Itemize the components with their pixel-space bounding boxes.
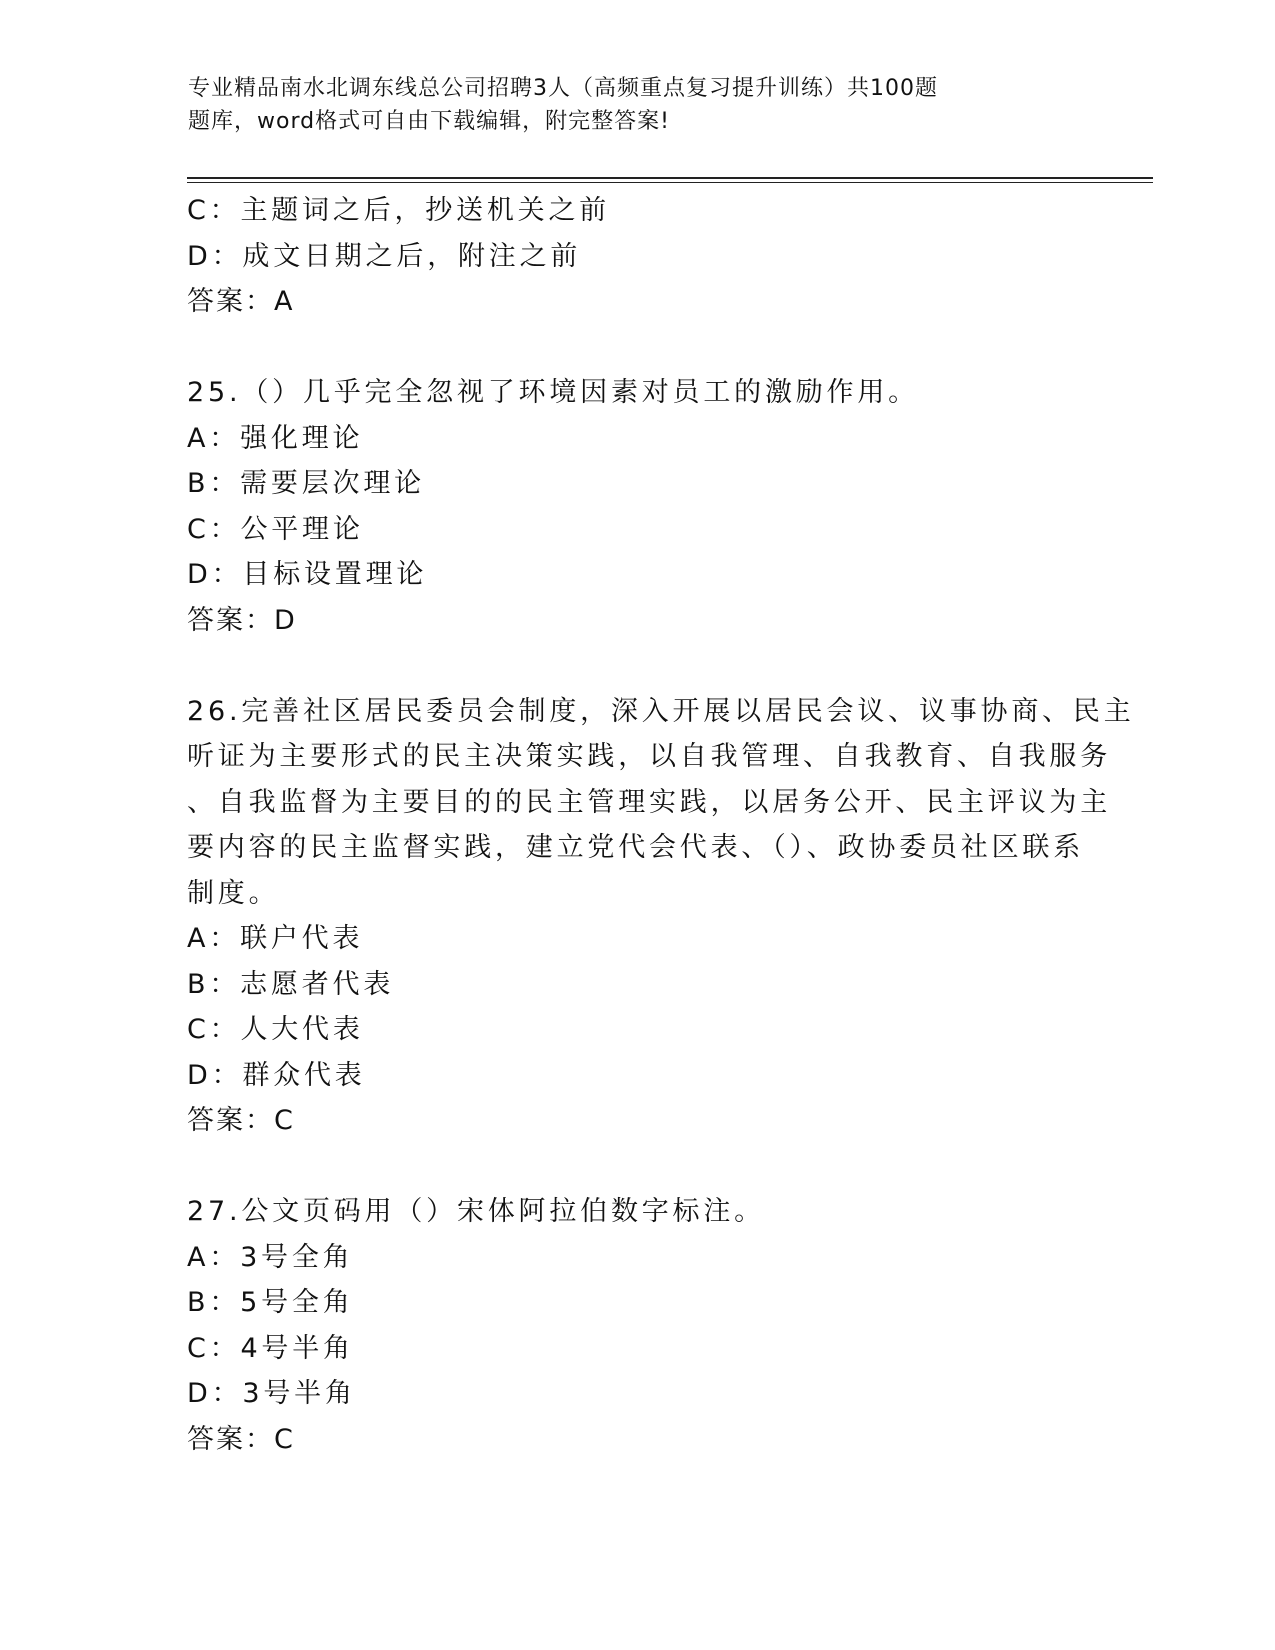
document-header bbox=[188, 72, 1038, 138]
option-a: A：3号全角 bbox=[187, 1241, 354, 1273]
header-divider-thin bbox=[187, 182, 1153, 183]
option-b: B：需要层次理论 bbox=[187, 468, 425, 499]
question-stem-line-1: 26.完善社区居民委员会制度，深入开展以居民会议、议事协商、民主 bbox=[187, 695, 1135, 727]
question-list bbox=[187, 188, 1135, 1462]
option-c: C：主题词之后，抄送机关之前 bbox=[187, 195, 611, 226]
option-d: D：成文日期之后，附注之前 bbox=[187, 240, 582, 272]
spacer bbox=[187, 325, 1087, 371]
option-c: C：4号半角 bbox=[187, 1332, 354, 1364]
option-c: C：公平理论 bbox=[187, 513, 364, 545]
question-stem: 27.公文页码用（）宋体阿拉伯数字标注。 bbox=[187, 1196, 765, 1227]
header-title-line-1: 专业精品南水北调东线总公司招聘3人（高频重点复习提升训练）共100题 bbox=[188, 76, 938, 101]
question-26 bbox=[187, 689, 1135, 1144]
header-title-line-2: 题库，word格式可自由下载编辑，附完整答案! bbox=[188, 109, 670, 134]
question-24-continued bbox=[187, 188, 1087, 325]
question-stem-line-4: 要内容的民主监督实践，建立党代会代表、（）、政协委员社区联系 bbox=[187, 832, 1084, 863]
option-c: C：人大代表 bbox=[187, 1014, 364, 1045]
option-b: B：5号全角 bbox=[187, 1287, 354, 1318]
question-27 bbox=[187, 1189, 1087, 1462]
spacer bbox=[187, 1144, 1087, 1190]
answer-line: 答案：C bbox=[187, 1423, 295, 1455]
option-a: A：联户代表 bbox=[187, 923, 364, 954]
question-25 bbox=[187, 370, 1087, 643]
answer-line: 答案：A bbox=[187, 286, 295, 317]
option-d: D：群众代表 bbox=[187, 1059, 366, 1091]
option-d: D：目标设置理论 bbox=[187, 559, 428, 590]
answer-line: 答案：D bbox=[187, 604, 297, 636]
option-d: D：3号半角 bbox=[187, 1378, 356, 1409]
question-stem-line-2: 听证为主要形式的民主决策实践，以自我管理、自我教育、自我服务 bbox=[187, 741, 1111, 772]
answer-line: 答案：C bbox=[187, 1105, 295, 1136]
question-stem: 25.（）几乎完全忽视了环境因素对员工的激励作用。 bbox=[187, 377, 919, 408]
question-stem-line-3: 、自我监督为主要目的的民主管理实践，以居务公开、民主评议为主 bbox=[187, 786, 1111, 818]
question-stem-line-5: 制度。 bbox=[187, 877, 280, 909]
spacer bbox=[187, 643, 1087, 689]
option-a: A：强化理论 bbox=[187, 422, 364, 454]
header-divider-thick bbox=[187, 177, 1153, 179]
option-b: B：志愿者代表 bbox=[187, 968, 395, 1000]
